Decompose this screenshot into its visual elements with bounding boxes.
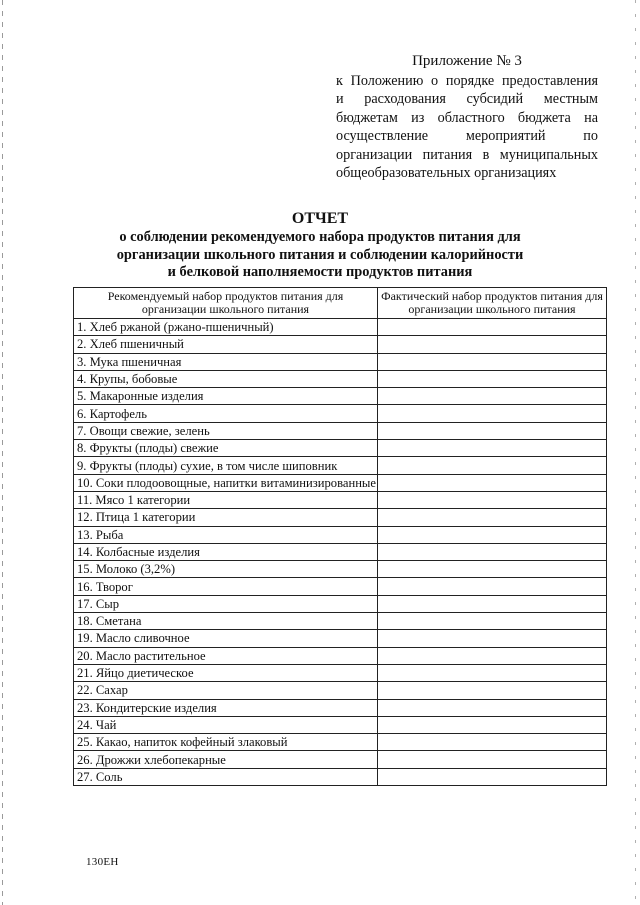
- appendix-block: [336, 52, 598, 182]
- products-table: [73, 287, 607, 786]
- actual-product-cell[interactable]: [378, 388, 607, 405]
- actual-product-cell[interactable]: [378, 699, 607, 716]
- recommended-product-cell: 13. Рыба: [74, 526, 378, 543]
- table-row: [74, 440, 607, 457]
- recommended-product-cell: 19. Масло сливочное: [74, 630, 378, 647]
- recommended-product-cell: 23. Кондитерские изделия: [74, 699, 378, 716]
- actual-product-cell[interactable]: [378, 595, 607, 612]
- table-row: [74, 370, 607, 387]
- recommended-product-cell: 8. Фрукты (плоды) свежие: [74, 440, 378, 457]
- table-row: [74, 388, 607, 405]
- actual-product-cell[interactable]: [378, 682, 607, 699]
- appendix-line: бюджетам из областного бюджета на: [336, 109, 598, 126]
- table-row: [74, 353, 607, 370]
- actual-product-cell[interactable]: [378, 405, 607, 422]
- report-subtitle-line: и белковой наполняемости продуктов питания: [167, 264, 473, 281]
- recommended-product-cell: 25. Какао, напиток кофейный злаковый: [74, 734, 378, 751]
- table-row: [74, 319, 607, 336]
- table-row: [74, 405, 607, 422]
- table-row: [74, 578, 607, 595]
- table-header-row: [74, 288, 607, 319]
- table-row: [74, 768, 607, 785]
- actual-product-cell[interactable]: [378, 509, 607, 526]
- recommended-product-cell: 21. Яйцо диетическое: [74, 664, 378, 681]
- recommended-product-cell: 9. Фрукты (плоды) сухие, в том числе шиповник: [74, 457, 378, 474]
- recommended-product-cell: 14. Колбасные изделия: [74, 543, 378, 560]
- actual-product-cell[interactable]: [378, 526, 607, 543]
- actual-product-cell[interactable]: [378, 613, 607, 630]
- table-row: [74, 595, 607, 612]
- table-row: [74, 699, 607, 716]
- appendix-line: общеобразовательных организациях: [336, 165, 557, 182]
- table-row: [74, 734, 607, 751]
- recommended-product-cell: 18. Сметана: [74, 613, 378, 630]
- recommended-product-cell: 10. Соки плодоовощные, напитки витаминизированные: [74, 474, 378, 491]
- header-actual: Фактический набор продуктов питания для организации школьного питания: [378, 288, 607, 319]
- table-row: [74, 526, 607, 543]
- table-body: [74, 319, 607, 786]
- actual-product-cell[interactable]: [378, 647, 607, 664]
- table-row: [74, 543, 607, 560]
- actual-product-cell[interactable]: [378, 353, 607, 370]
- recommended-product-cell: 12. Птица 1 категории: [74, 509, 378, 526]
- actual-product-cell[interactable]: [378, 543, 607, 560]
- table-row: [74, 751, 607, 768]
- actual-product-cell[interactable]: [378, 370, 607, 387]
- actual-product-cell[interactable]: [378, 734, 607, 751]
- recommended-product-cell: 6. Картофель: [74, 405, 378, 422]
- table-row: [74, 474, 607, 491]
- actual-product-cell[interactable]: [378, 768, 607, 785]
- actual-product-cell[interactable]: [378, 664, 607, 681]
- actual-product-cell[interactable]: [378, 491, 607, 508]
- appendix-line: к Положению о порядке предоставления: [336, 73, 598, 89]
- recommended-product-cell: 22. Сахар: [74, 682, 378, 699]
- recommended-product-cell: 17. Сыр: [74, 595, 378, 612]
- recommended-product-cell: 7. Овощи свежие, зелень: [74, 422, 378, 439]
- recommended-product-cell: 1. Хлеб ржаной (ржано-пшеничный): [74, 319, 378, 336]
- actual-product-cell[interactable]: [378, 630, 607, 647]
- table-row: [74, 647, 607, 664]
- table-row: [74, 664, 607, 681]
- actual-product-cell[interactable]: [378, 336, 607, 353]
- actual-product-cell[interactable]: [378, 319, 607, 336]
- table-row: [74, 682, 607, 699]
- actual-product-cell[interactable]: [378, 474, 607, 491]
- recommended-product-cell: 20. Масло растительное: [74, 647, 378, 664]
- table-row: [74, 716, 607, 733]
- table-row: [74, 336, 607, 353]
- actual-product-cell[interactable]: [378, 440, 607, 457]
- actual-product-cell[interactable]: [378, 422, 607, 439]
- scan-edge-right: [635, 0, 636, 905]
- recommended-product-cell: 26. Дрожжи хлебопекарные: [74, 751, 378, 768]
- scan-edge-left: [2, 0, 3, 905]
- appendix-line: и расходования субсидий местным: [336, 91, 598, 108]
- report-subtitle-line: организации школьного питания и соблюдении калорийности: [116, 246, 524, 263]
- table-row: [74, 630, 607, 647]
- actual-product-cell[interactable]: [378, 457, 607, 474]
- recommended-product-cell: 4. Крупы, бобовые: [74, 370, 378, 387]
- recommended-product-cell: 15. Молоко (3,2%): [74, 561, 378, 578]
- recommended-product-cell: 3. Мука пшеничная: [74, 353, 378, 370]
- report-title: ОТЧЕТ: [291, 210, 349, 227]
- footer-code: 130ЕН: [86, 856, 119, 868]
- recommended-product-cell: 2. Хлеб пшеничный: [74, 336, 378, 353]
- actual-product-cell[interactable]: [378, 578, 607, 595]
- recommended-product-cell: 11. Мясо 1 категории: [74, 491, 378, 508]
- recommended-product-cell: 16. Творог: [74, 578, 378, 595]
- table-row: [74, 457, 607, 474]
- recommended-product-cell: 5. Макаронные изделия: [74, 388, 378, 405]
- table-row: [74, 509, 607, 526]
- report-subtitle-line: о соблюдении рекомендуемого набора продуктов питания для: [119, 229, 521, 245]
- appendix-line: осуществление мероприятий по: [336, 128, 598, 145]
- table-row: [74, 613, 607, 630]
- report-heading: [60, 209, 580, 282]
- header-recommended: Рекомендуемый набор продуктов питания для организации школьного питания: [74, 288, 378, 319]
- actual-product-cell[interactable]: [378, 716, 607, 733]
- table-row: [74, 422, 607, 439]
- table-row: [74, 491, 607, 508]
- recommended-product-cell: 27. Соль: [74, 768, 378, 785]
- table-row: [74, 561, 607, 578]
- recommended-product-cell: 24. Чай: [74, 716, 378, 733]
- appendix-line: организации питания в муниципальных: [336, 146, 598, 163]
- appendix-title: Приложение № 3: [412, 53, 522, 69]
- actual-product-cell[interactable]: [378, 561, 607, 578]
- actual-product-cell[interactable]: [378, 751, 607, 768]
